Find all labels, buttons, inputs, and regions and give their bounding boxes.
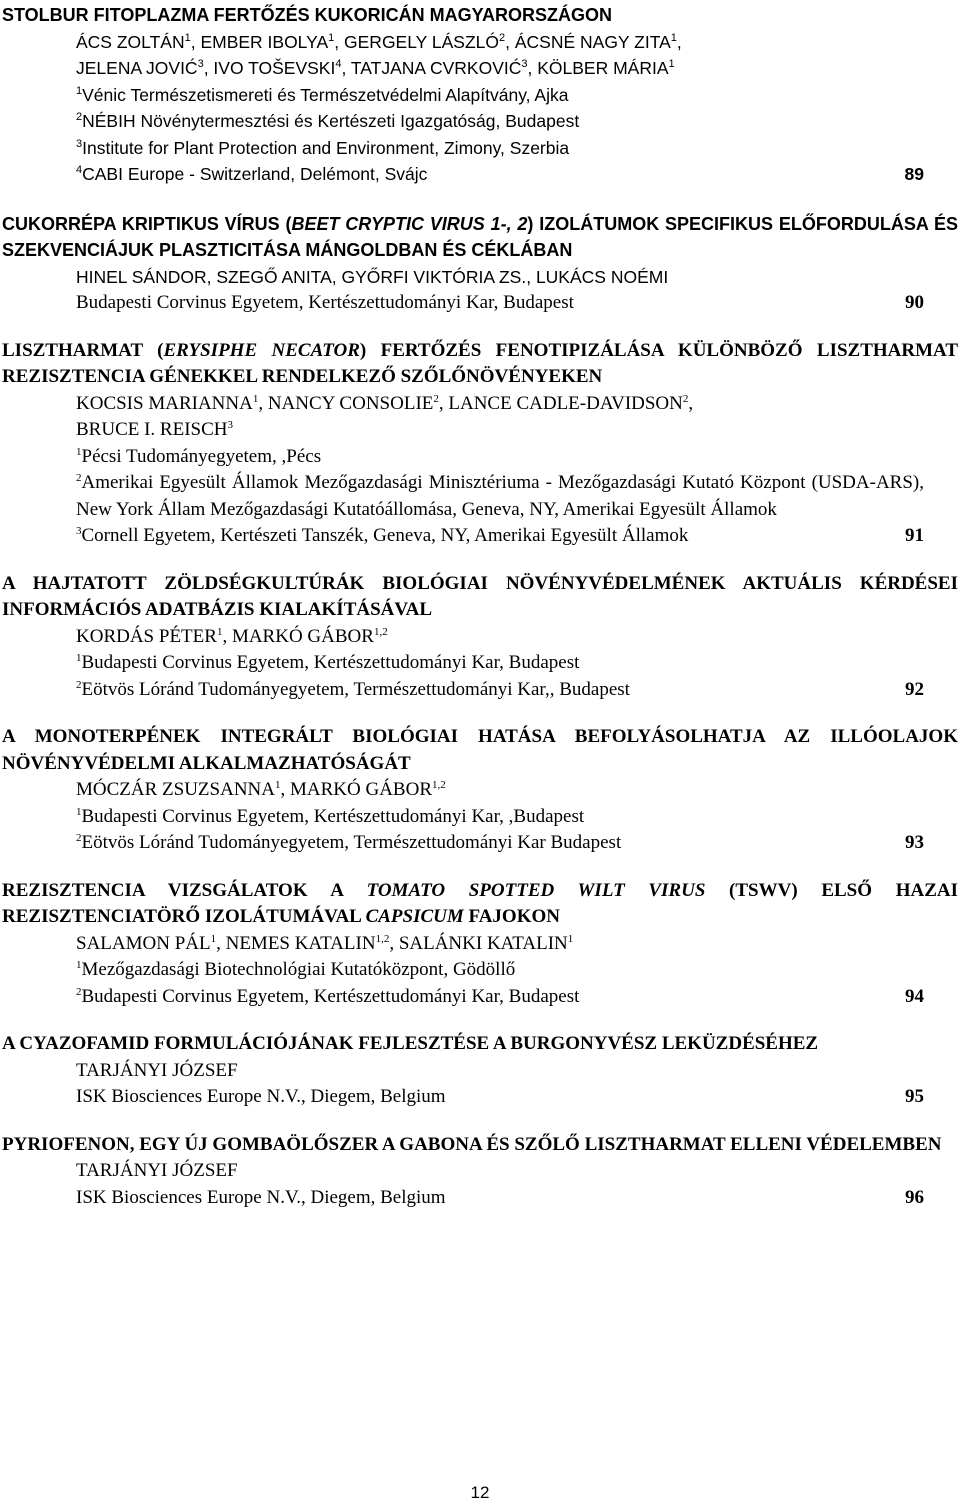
text-segment: ) FERTŐZÉS FENOTIPIZÁLÁSA KÜLÖNBÖZŐ LISZTHARMAT REZISZTENCIA GÉNEKKEL RENDELKEZŐ SZŐLŐNÖVÉNYEKEN	[2, 339, 959, 387]
author-line	[0, 391, 960, 418]
italic-text: TOMATO SPOTTED WILT VIRUS	[366, 879, 706, 901]
text-segment: , NANCY CONSOLIE	[258, 392, 434, 414]
page-reference: 95	[905, 1086, 924, 1107]
text-segment: Pécsi Tudományegyetem, ,Pécs	[81, 445, 322, 467]
text-segment: , IVO TOŠEVSKI	[203, 58, 336, 78]
footnote-marker: 3	[521, 58, 528, 70]
text-segment: Budapesti Corvinus Egyetem, Kertészettudományi Kar, Budapest	[81, 985, 580, 1007]
entry-title	[0, 338, 960, 391]
author-line	[0, 264, 960, 291]
text-segment: Eötvös Lóránd Tudományegyetem, Természettudományi Kar,, Budapest	[81, 678, 630, 700]
affiliation-line	[0, 523, 960, 550]
footnote-marker: 2	[76, 678, 82, 691]
text-segment: BRUCE I. REISCH	[76, 419, 228, 440]
affiliation-line	[0, 984, 960, 1011]
author-line	[0, 777, 960, 804]
toc-entry	[0, 878, 960, 1011]
footnote-marker: 3	[76, 525, 82, 537]
footnote-marker: 2	[682, 392, 689, 405]
page-reference: 96	[905, 1186, 924, 1208]
entry-title	[0, 878, 960, 931]
footnote-marker: 1	[328, 31, 335, 44]
footnote-marker: 4	[335, 58, 342, 70]
text-segment: PYRIOFENON, EGY ÚJ GOMBAÖLŐSZER A GABONA ÉS SZŐLŐ LISZTHARMAT ELLENI VÉDELEMBEN	[2, 1133, 942, 1155]
text-segment: ISK Biosciences Europe N.V., Diegem, Belgium	[76, 1086, 446, 1107]
affiliation-line	[0, 650, 960, 677]
text-segment: A MONOTERPÉNEK INTEGRÁLT BIOLÓGIAI HATÁSA BEFOLYÁSOLHATJA AZ ILLÓOLAJOK NÖVÉNYVÉDELMI ALKALMAZHATÓSÁGÁT	[2, 726, 958, 774]
toc-entry	[0, 724, 960, 857]
toc-entry	[0, 2, 960, 188]
text-segment: STOLBUR FITOPLAZMA FERTŐZÉS KUKORICÁN MAGYARORSZÁGON	[2, 5, 613, 25]
footnote-marker: 2	[76, 832, 82, 844]
text-segment: CUKORRÉPA KRIPTIKUS VÍRUS (	[2, 213, 292, 234]
text-segment: Eötvös Lóránd Tudományegyetem, Természettudományi Kar Budapest	[81, 832, 622, 853]
text-segment: (TSWV) ELSŐ HAZAI REZISZTENCIATÖRŐ IZOLÁTUMÁVAL	[2, 879, 958, 927]
footnote-marker: 1	[670, 31, 677, 44]
entry-title	[0, 724, 960, 777]
footnote-marker: 1	[668, 58, 675, 70]
entry-title	[0, 1031, 960, 1058]
text-segment: , KÖLBER MÁRIA	[527, 58, 669, 78]
italic-text: ERYSIPHE NECATOR	[163, 339, 360, 361]
text-segment: Mezőgazdasági Biotechnológiai Kutatóközpont, Gödöllő	[81, 959, 516, 980]
footnote-marker: 1	[76, 445, 82, 458]
footnote-marker: 1	[76, 84, 83, 97]
text-segment: A CYAZOFAMID FORMULÁCIÓJÁNAK FEJLESZTÉSE A BURGONYVÉSZ LEKÜZDÉSÉHEZ	[2, 1033, 819, 1054]
author-line	[0, 1158, 960, 1185]
text-segment: , NEMES KATALIN	[216, 932, 376, 954]
page-number: 12	[470, 1483, 490, 1502]
affiliation-line	[0, 82, 960, 109]
text-segment: Budapesti Corvinus Egyetem, Kertészettudományi Kar, ,Budapest	[81, 805, 585, 827]
italic-text: CAPSICUM	[365, 906, 464, 927]
text-segment: , GERGELY LÁSZLÓ	[334, 31, 499, 52]
text-segment: Budapesti Corvinus Egyetem, Kertészettudományi Kar, Budapest	[76, 292, 574, 313]
text-segment: FAJOKON	[463, 906, 560, 927]
text-segment: , TATJANA CVRKOVIĆ	[341, 58, 522, 78]
affiliation-line	[0, 161, 960, 188]
footnote-marker: 4	[76, 164, 83, 176]
text-segment: , LANCE CADLE-DAVIDSON	[438, 392, 683, 414]
entry-title	[0, 1132, 960, 1159]
text-segment: REZISZTENCIA VIZSGÁLATOK A	[2, 879, 367, 901]
page-reference: 91	[905, 525, 924, 546]
page-reference: 94	[905, 985, 924, 1007]
author-line	[0, 55, 960, 82]
footnote-marker: 1	[216, 625, 223, 638]
page-reference: 90	[905, 292, 924, 313]
toc-entry	[0, 338, 960, 550]
text-segment: , EMBER IBOLYA	[190, 31, 329, 52]
footnote-marker: 1	[76, 652, 82, 664]
affiliation-line	[0, 290, 960, 317]
affiliation-line	[0, 108, 960, 135]
affiliation-line	[0, 444, 960, 471]
text-segment: Budapesti Corvinus Egyetem, Kertészettudományi Kar, Budapest	[81, 652, 580, 673]
entry-title	[0, 2, 960, 29]
toc-entry	[0, 211, 960, 317]
footnote-marker: 2	[76, 472, 82, 484]
text-segment: , SALÁNKI KATALIN	[389, 932, 568, 954]
text-segment: TARJÁNYI JÓZSEF	[76, 1059, 238, 1081]
text-segment: ,	[688, 392, 694, 414]
text-segment: ,	[676, 31, 682, 52]
affiliation-line	[0, 470, 960, 523]
footnote-marker: 1,2	[432, 779, 446, 791]
italic-text: BEET CRYPTIC VIRUS 1-, 2	[291, 213, 528, 234]
text-segment: CABI Europe - Switzerland, Delémont, Svájc	[82, 164, 428, 184]
affiliation-line	[0, 804, 960, 831]
footnote-marker: 1	[567, 932, 574, 945]
toc-entry	[0, 1031, 960, 1111]
affiliation-line	[0, 135, 960, 162]
text-segment: KOCSIS MARIANNA	[76, 392, 253, 414]
entry-title	[0, 211, 960, 264]
affiliation-line	[0, 957, 960, 984]
footnote-marker: 3	[76, 137, 83, 150]
text-segment: Institute for Plant Protection and Environment, Zimony, Szerbia	[82, 137, 570, 158]
text-segment: ÁCS ZOLTÁN	[76, 31, 185, 52]
text-segment: NÉBIH Növénytermesztési és Kertészeti Igazgatóság, Budapest	[82, 111, 580, 131]
text-segment: ISK Biosciences Europe N.V., Diegem, Belgium	[76, 1186, 446, 1208]
affiliation-line	[0, 677, 960, 704]
footnote-marker: 2	[76, 111, 83, 123]
toc-entry	[0, 571, 960, 704]
text-segment: Cornell Egyetem, Kertészeti Tanszék, Geneva, NY, Amerikai Egyesült Államok	[81, 525, 689, 546]
document-page	[0, 2, 960, 1232]
entry-title	[0, 571, 960, 624]
text-segment: , MARKÓ GÁBOR	[280, 779, 432, 800]
text-segment: A HAJTATOTT ZÖLDSÉGKULTÚRÁK BIOLÓGIAI NÖVÉNYVÉDELMÉNEK AKTUÁLIS KÉRDÉSEI INFORMÁCIÓS ADATBÁZIS KIALAKÍTÁSÁVAL	[2, 572, 958, 620]
text-segment: MÓCZÁR ZSUZSANNA	[76, 779, 275, 800]
toc-entry	[0, 1132, 960, 1212]
affiliation-line	[0, 830, 960, 857]
footnote-marker: 2	[499, 31, 506, 44]
text-segment: Vénic Természetismereti és Természetvédelmi Alapítvány, Ajka	[82, 84, 569, 105]
text-segment: HINEL SÁNDOR, SZEGŐ ANITA, GYŐRFI VIKTÓRIA ZS., LUKÁCS NOÉMI	[76, 266, 669, 287]
affiliation-line	[0, 1185, 960, 1212]
footnote-marker: 1,2	[373, 625, 388, 638]
page-reference: 89	[904, 164, 924, 184]
footnote-marker: 1	[76, 805, 82, 818]
text-segment: LISZTHARMAT (	[2, 339, 164, 361]
author-line	[0, 29, 960, 56]
footnote-marker: 1	[275, 779, 281, 791]
footnote-marker: 1	[184, 31, 191, 44]
footnote-marker: 2	[433, 392, 439, 405]
footnote-marker: 1	[210, 932, 217, 945]
affiliation-line	[0, 1084, 960, 1111]
footnote-marker: 3	[227, 419, 233, 431]
text-segment: JELENA JOVIĆ	[76, 58, 198, 78]
text-segment: , MARKÓ GÁBOR	[222, 625, 374, 647]
text-segment: TARJÁNYI JÓZSEF	[76, 1160, 238, 1181]
footnote-marker: 1	[76, 959, 82, 971]
author-line	[0, 417, 960, 444]
author-line	[0, 931, 960, 958]
page-reference: 93	[905, 832, 924, 853]
footnote-marker: 3	[197, 58, 204, 70]
author-line	[0, 1058, 960, 1085]
author-line	[0, 624, 960, 651]
text-segment: KORDÁS PÉTER	[76, 625, 217, 647]
page-reference: 92	[905, 678, 924, 700]
text-segment: , ÁCSNÉ NAGY ZITA	[505, 31, 671, 52]
text-segment: Amerikai Egyesült Államok Mezőgazdasági Minisztériuma - Mezőgazdasági Kutató Központ (USDA-ARS), New York Állam Mezőgazdasági Kutatóállomása, Geneva, NY, Amerikai Egyesült Államok	[76, 472, 924, 520]
footnote-marker: 1	[252, 392, 259, 405]
footnote-marker: 1,2	[375, 932, 390, 945]
footnote-marker: 2	[76, 985, 82, 998]
text-segment: ) IZOLÁTUMOK SPECIFIKUS ELŐFORDULÁSA ÉS SZEKVENCIÁJUK PLASZTICITÁSA MÁNGOLDBAN ÉS CÉKLÁBAN	[2, 213, 958, 260]
text-segment: SALAMON PÁL	[76, 932, 211, 954]
